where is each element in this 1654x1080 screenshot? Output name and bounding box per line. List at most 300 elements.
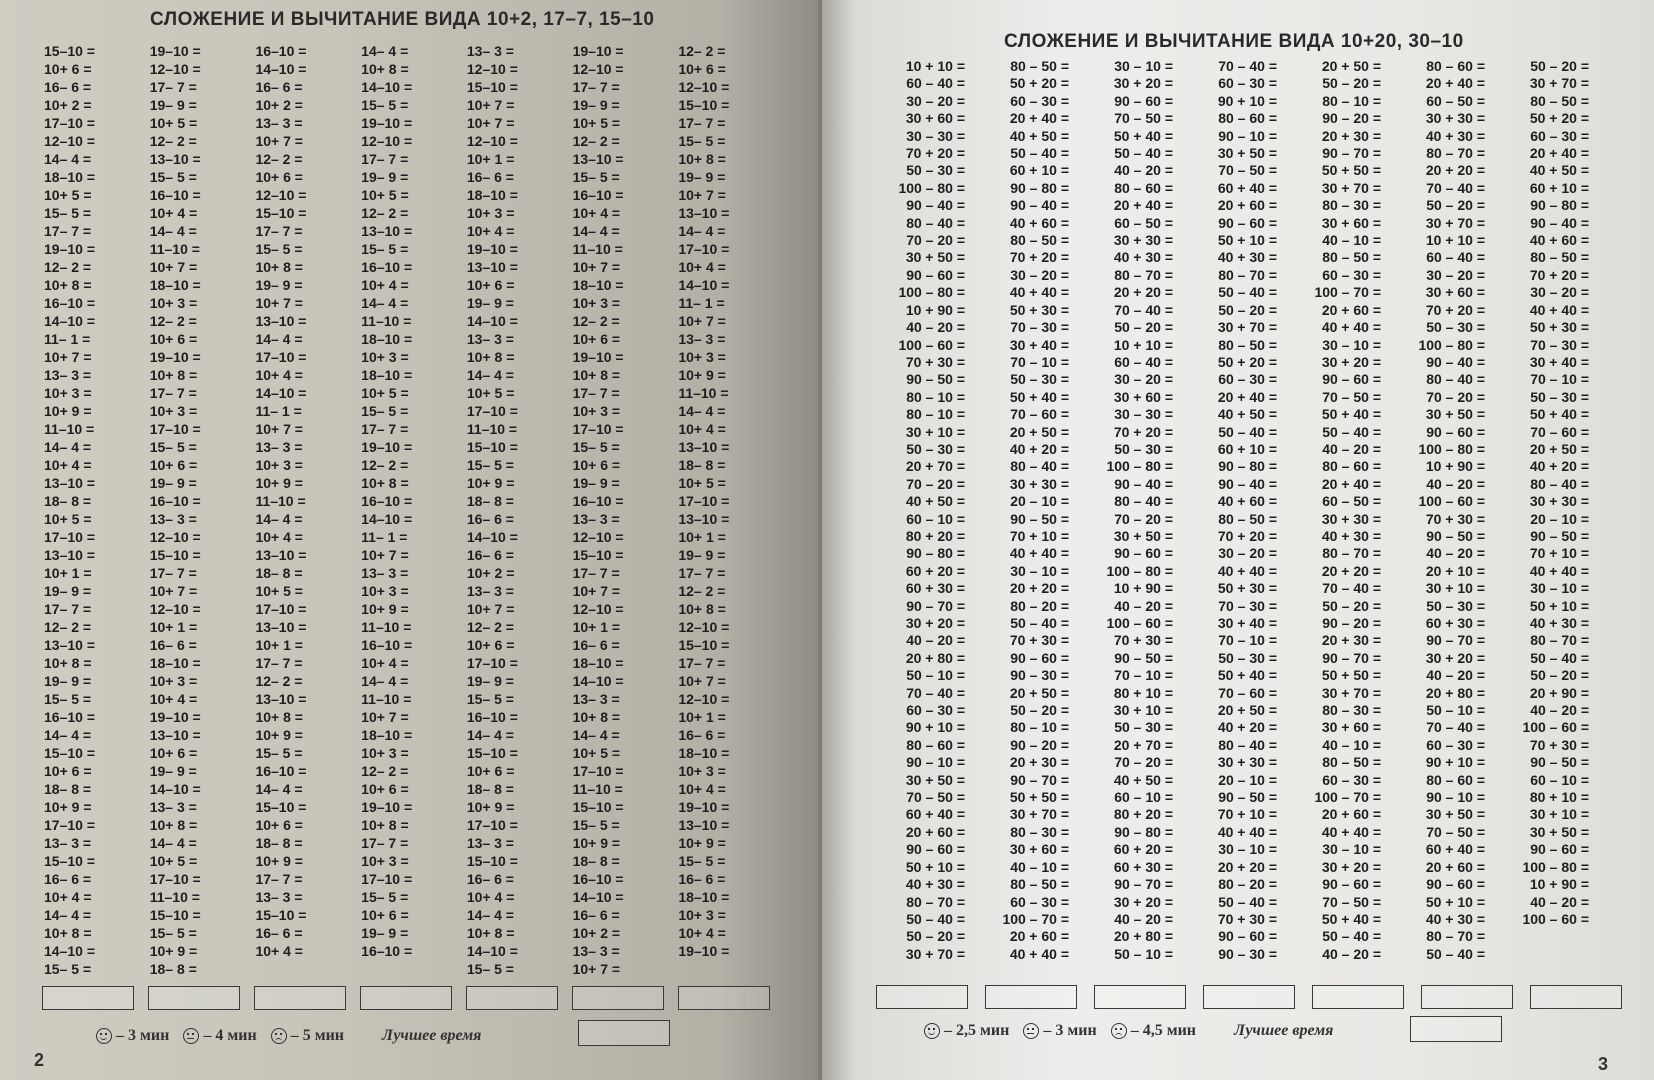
exercise: 12–10 = bbox=[149, 601, 201, 617]
exercise: 80 – 60 = bbox=[1114, 179, 1173, 196]
exercise: 15– 5 = bbox=[255, 745, 303, 761]
exercise: 90 – 10 = bbox=[1426, 789, 1485, 806]
exercise: 15–10 = bbox=[149, 907, 201, 923]
exercise: 14–10 = bbox=[149, 781, 201, 797]
exercise: 80 – 60 = bbox=[1426, 58, 1485, 74]
exercise: 70 + 20 = bbox=[1009, 249, 1069, 266]
exercise: 60 – 40 = bbox=[1426, 249, 1485, 266]
exercise: 90 – 40 = bbox=[906, 197, 965, 214]
exercise: 17–10 = bbox=[255, 349, 307, 365]
time-entry-box[interactable] bbox=[466, 986, 558, 1010]
exercise: 60 – 10 = bbox=[906, 510, 965, 527]
exercise: 16– 6 = bbox=[572, 637, 620, 653]
exercise: 40 + 60 = bbox=[1009, 214, 1069, 231]
exercise: 11–10 = bbox=[466, 421, 518, 437]
exercise: 13– 3 = bbox=[678, 331, 726, 347]
exercise: 15– 5 = bbox=[361, 97, 409, 113]
exercise: 70 – 20 = bbox=[1426, 388, 1485, 405]
exercise: 90 + 10 = bbox=[905, 719, 965, 736]
exercise: 30 + 50 = bbox=[1425, 806, 1485, 823]
exercise: 30 + 10 = bbox=[905, 423, 965, 440]
exercise: 13– 3 = bbox=[255, 115, 303, 131]
exercise: 20 – 10 = bbox=[1010, 493, 1069, 510]
exercise: 18–10 = bbox=[572, 277, 624, 293]
exercise: 17–10 = bbox=[572, 421, 624, 437]
exercise: 40 + 40 = bbox=[1321, 823, 1381, 840]
exercise: 19– 9 = bbox=[678, 169, 726, 185]
exercise: 50 – 20 = bbox=[1530, 667, 1589, 684]
exercise: 10+ 4 = bbox=[44, 457, 92, 473]
exercise: 12– 2 = bbox=[361, 763, 409, 779]
exercise: 17–10 = bbox=[44, 115, 95, 131]
exercise: 40 + 30 = bbox=[1321, 527, 1381, 544]
exercise: 20 + 40 = bbox=[1113, 197, 1173, 214]
exercise: 40 + 40 = bbox=[1009, 945, 1069, 962]
exercise: 10+ 6 = bbox=[361, 907, 409, 923]
exercise: 19– 9 = bbox=[678, 547, 726, 563]
exercise: 10+ 8 = bbox=[678, 601, 726, 617]
exercise: 10+ 7 = bbox=[572, 583, 621, 599]
exercise: 10+ 5 = bbox=[678, 475, 726, 491]
exercise: 17– 7 = bbox=[255, 871, 303, 887]
exercise: 15– 5 = bbox=[466, 691, 514, 707]
exercise: 15–10 = bbox=[678, 637, 730, 653]
exercise: 100 – 60 = bbox=[1418, 493, 1485, 510]
exercise: 15– 5 = bbox=[361, 241, 409, 257]
exercise: 60 + 10 = bbox=[1217, 440, 1277, 457]
exercise: 20 + 40 = bbox=[1529, 145, 1589, 162]
exercise: 30 + 60 = bbox=[1425, 284, 1485, 301]
time-entry-box[interactable] bbox=[1312, 985, 1404, 1009]
exercise: 70 – 60 = bbox=[1010, 406, 1069, 423]
exercise: 40 + 50 = bbox=[1009, 127, 1069, 144]
exercise: 19–10 = bbox=[466, 241, 518, 257]
exercise: 40 + 50 = bbox=[905, 493, 965, 510]
exercise: 90 – 40 = bbox=[1530, 214, 1589, 231]
exercise: 10+ 9 = bbox=[255, 853, 303, 869]
exercise: 11–10 = bbox=[149, 889, 200, 905]
exercise: 10+ 1 = bbox=[572, 619, 621, 635]
exercise: 50 – 40 = bbox=[1010, 615, 1069, 631]
exercise: 30 – 10 = bbox=[1218, 841, 1277, 858]
time-entry-box[interactable] bbox=[876, 985, 968, 1009]
exercise: 20 + 90 = bbox=[1529, 684, 1589, 701]
exercise: 10+ 6 = bbox=[466, 637, 515, 653]
exercise: 10+ 3 = bbox=[572, 295, 621, 311]
exercise: 10+ 9 = bbox=[678, 835, 726, 851]
exercise: 10+ 2 = bbox=[255, 97, 303, 113]
exercise: 90 – 70 = bbox=[1322, 649, 1381, 666]
exercise: 15– 5 = bbox=[149, 439, 197, 455]
left-page bbox=[0, 0, 818, 1080]
exercise: 40 – 20 = bbox=[1426, 667, 1485, 684]
exercise: 12– 2 = bbox=[44, 259, 92, 275]
exercise: 30 + 70 = bbox=[905, 945, 965, 962]
exercise: 19–10 = bbox=[149, 349, 201, 365]
time-entry-box[interactable] bbox=[148, 986, 240, 1010]
exercise: 30 + 40 = bbox=[1529, 353, 1589, 370]
exercise: 10+ 7 = bbox=[149, 583, 198, 599]
exercise: 100 – 60 = bbox=[1106, 615, 1173, 631]
exercise: 90 – 60 = bbox=[906, 266, 965, 283]
exercise: 80 – 10 = bbox=[906, 388, 965, 405]
exercise: 70 – 30 = bbox=[1218, 597, 1277, 614]
exercise: 30 – 10 = bbox=[1322, 336, 1381, 353]
exercise: 16–10 = bbox=[361, 943, 413, 959]
exercise: 16–10 = bbox=[255, 763, 307, 779]
exercise: 10+ 7 = bbox=[572, 961, 621, 977]
exercise: 19–10 = bbox=[44, 241, 95, 257]
exercise: 19– 9 = bbox=[44, 583, 92, 599]
exercise: 16– 6 = bbox=[44, 871, 92, 887]
exercise: 40 – 20 = bbox=[1426, 475, 1485, 492]
exercise: 30 + 20 = bbox=[1425, 649, 1485, 666]
exercise: 100 – 80 = bbox=[1522, 858, 1589, 875]
exercise: 13–10 = bbox=[149, 727, 201, 743]
exercise: 90 + 10 = bbox=[1217, 92, 1277, 109]
exercise: 80 – 70 = bbox=[906, 893, 965, 910]
exercise: 19–10 = bbox=[361, 439, 413, 455]
exercise: 14– 4 = bbox=[44, 727, 92, 743]
time-entry-box[interactable] bbox=[360, 986, 452, 1010]
exercise: 90 – 40 = bbox=[1010, 197, 1069, 214]
exercise: 20 – 10 = bbox=[1530, 510, 1589, 527]
exercise: 11– 1 = bbox=[255, 403, 302, 419]
exercise: 70 + 20 = bbox=[1113, 423, 1173, 440]
exercise: 15– 5 = bbox=[678, 133, 726, 149]
time-entry-box[interactable] bbox=[42, 986, 134, 1010]
exercise: 30 – 20 = bbox=[1114, 371, 1173, 388]
exercise: 40 + 40 = bbox=[1529, 301, 1589, 318]
exercise: 30 – 10 = bbox=[1322, 841, 1381, 858]
exercise: 17– 7 = bbox=[678, 565, 726, 581]
exercise: 17–10 = bbox=[149, 871, 201, 887]
exercise: 10+ 6 = bbox=[361, 781, 409, 797]
exercise: 100 – 80 = bbox=[1418, 336, 1485, 353]
exercise-column bbox=[1191, 58, 1295, 963]
exercise: 10+ 9 = bbox=[44, 799, 92, 815]
exercise: 16– 6 = bbox=[44, 79, 92, 95]
exercise: 13–10 = bbox=[255, 313, 307, 329]
exercise: 30 – 10 = bbox=[1530, 580, 1589, 597]
legend-time-slow: – 4,5 мин bbox=[1130, 1022, 1197, 1039]
exercise: 15–10 = bbox=[255, 799, 307, 815]
exercise: 14–10 = bbox=[572, 889, 624, 905]
exercise: 17– 7 = bbox=[572, 79, 620, 95]
exercise: 19– 9 = bbox=[572, 475, 620, 491]
exercise: 50 – 30 = bbox=[1218, 649, 1277, 666]
best-time-box[interactable] bbox=[1410, 1016, 1502, 1042]
exercise: 12–10 = bbox=[678, 79, 730, 95]
exercise: 15–10 = bbox=[678, 97, 730, 113]
exercise: 90 – 50 = bbox=[1218, 789, 1277, 806]
exercise: 30 – 20 = bbox=[906, 92, 965, 109]
exercise: 50 – 20 = bbox=[906, 928, 965, 945]
exercise: 50 – 30 = bbox=[906, 162, 965, 179]
exercise: 10+ 6 = bbox=[572, 331, 621, 347]
exercise: 10+ 9 = bbox=[44, 403, 92, 419]
exercise: 40 – 20 = bbox=[1322, 440, 1381, 457]
exercise: 16–10 = bbox=[149, 493, 201, 509]
exercise: 80 – 70 = bbox=[1114, 266, 1173, 283]
exercise: 20 + 80 = bbox=[1113, 928, 1173, 945]
exercise: 10+ 6 = bbox=[149, 457, 198, 473]
exercise: 50 – 40 = bbox=[1218, 284, 1277, 301]
exercise: 15–10 = bbox=[255, 205, 307, 221]
exercise: 10+ 4 = bbox=[255, 943, 303, 959]
exercise: 50 + 30 = bbox=[1009, 301, 1069, 318]
right-page-title: СЛОЖЕНИЕ И ВЫЧИТАНИЕ ВИДА 10+20, 30–10 bbox=[1004, 31, 1464, 52]
exercise: 19– 9 = bbox=[466, 295, 514, 311]
exercise: 100 – 60 = bbox=[1522, 719, 1589, 736]
exercise: 80 – 40 = bbox=[1530, 475, 1589, 492]
exercise: 10+ 4 = bbox=[255, 529, 303, 545]
exercise: 10+ 4 = bbox=[361, 655, 409, 671]
exercise: 12– 2 = bbox=[466, 619, 514, 635]
exercise: 90 – 50 = bbox=[1530, 754, 1589, 771]
exercise: 19–10 = bbox=[361, 115, 413, 131]
exercise: 20 + 60 = bbox=[905, 823, 965, 840]
exercise: 80 – 50 = bbox=[1218, 336, 1277, 353]
exercise: 19– 9 = bbox=[572, 97, 620, 113]
exercise: 30 + 30 = bbox=[1009, 475, 1069, 492]
exercise: 13– 3 = bbox=[466, 331, 514, 347]
exercise: 10+ 6 = bbox=[44, 763, 92, 779]
exercise: 11–10 = bbox=[572, 781, 623, 797]
exercise: 60 – 30 = bbox=[1010, 92, 1069, 109]
exercise: 50 – 10 = bbox=[906, 667, 965, 684]
exercise: 10+ 4 = bbox=[255, 367, 303, 383]
exercise: 13–10 = bbox=[678, 205, 730, 221]
best-time-box[interactable] bbox=[578, 1020, 670, 1046]
best-time-label: Лучшее время bbox=[382, 1027, 482, 1044]
exercise: 14– 4 = bbox=[149, 223, 197, 239]
exercise: 10+ 6 = bbox=[149, 745, 198, 761]
exercise: 70 + 10 = bbox=[1529, 545, 1589, 562]
exercise: 70 – 40 = bbox=[1218, 58, 1277, 74]
exercise: 10+ 4 = bbox=[678, 781, 726, 797]
exercise: 20 + 30 = bbox=[1009, 754, 1069, 771]
exercise: 10+ 8 = bbox=[361, 475, 409, 491]
exercise: 40 + 40 = bbox=[1529, 562, 1589, 579]
exercise: 10+ 1 = bbox=[149, 619, 198, 635]
exercise-column bbox=[150, 42, 256, 978]
exercise: 30 + 20 = bbox=[1321, 858, 1381, 875]
exercise: 14–10 = bbox=[255, 61, 307, 77]
exercise: 80 – 60 = bbox=[1218, 110, 1277, 127]
exercise: 30 + 30 = bbox=[1321, 510, 1381, 527]
exercise: 16– 6 = bbox=[678, 871, 726, 887]
exercise: 15–10 = bbox=[149, 547, 201, 563]
exercise: 90 – 70 = bbox=[1426, 632, 1485, 649]
exercise-column bbox=[678, 42, 784, 978]
exercise: 50 – 40 = bbox=[906, 910, 965, 927]
exercise: 16–10 = bbox=[44, 709, 95, 725]
exercise: 80 – 40 = bbox=[906, 214, 965, 231]
exercise: 15– 5 = bbox=[678, 853, 726, 869]
exercise: 13– 3 = bbox=[466, 583, 514, 599]
exercise: 15–10 = bbox=[572, 799, 624, 815]
time-entry-box[interactable] bbox=[678, 986, 770, 1010]
exercise: 80 – 10 = bbox=[906, 406, 965, 423]
exercise: 80 + 20 = bbox=[905, 527, 965, 544]
exercise: 19– 9 = bbox=[466, 673, 514, 689]
exercise: 40 + 40 = bbox=[1217, 823, 1277, 840]
exercise: 17–10 = bbox=[678, 241, 730, 257]
exercise: 18–10 = bbox=[361, 367, 413, 383]
exercise: 80 – 50 = bbox=[1010, 232, 1069, 249]
exercise: 16– 6 = bbox=[572, 907, 620, 923]
exercise: 10+ 9 = bbox=[149, 943, 198, 959]
exercise: 10+ 9 = bbox=[466, 799, 515, 815]
exercise: 10+ 8 = bbox=[572, 367, 621, 383]
exercise: 10+ 4 = bbox=[678, 925, 726, 941]
exercise: 50 + 40 = bbox=[1321, 406, 1381, 423]
exercise: 19– 9 = bbox=[255, 277, 303, 293]
exercise: 90 – 50 = bbox=[1010, 510, 1069, 527]
exercise: 50 – 40 = bbox=[1530, 649, 1589, 666]
exercise: 18– 8 = bbox=[255, 565, 303, 581]
time-entry-box[interactable] bbox=[254, 986, 346, 1010]
exercise: 18–10 = bbox=[44, 169, 95, 185]
exercise: 10+ 8 = bbox=[466, 925, 515, 941]
exercise: 17–10 = bbox=[572, 763, 624, 779]
exercise: 14– 4 = bbox=[466, 907, 514, 923]
exercise: 40 + 30 = bbox=[1113, 249, 1173, 266]
exercise: 90 – 70 = bbox=[1114, 876, 1173, 893]
exercise: 70 – 10 = bbox=[1530, 371, 1589, 388]
exercise: 30 – 20 = bbox=[1218, 545, 1277, 562]
exercise: 40 – 10 = bbox=[1322, 232, 1381, 249]
exercise: 10+ 4 = bbox=[149, 691, 198, 707]
exercise: 15– 5 = bbox=[572, 817, 620, 833]
exercise: 90 – 10 = bbox=[1218, 127, 1277, 144]
exercise: 90 – 50 = bbox=[1114, 649, 1173, 666]
exercise: 50 + 50 = bbox=[1321, 162, 1381, 179]
exercise: 11–10 = bbox=[361, 313, 412, 329]
exercise: 100 – 80 = bbox=[898, 284, 965, 301]
exercise: 70 – 50 = bbox=[906, 789, 965, 806]
exercise: 50 + 30 = bbox=[1217, 580, 1277, 597]
exercise: 50 + 40 = bbox=[1217, 667, 1277, 684]
exercise: 100 – 80 = bbox=[898, 179, 965, 196]
exercise: 10+ 6 = bbox=[466, 277, 515, 293]
exercise: 14–10 = bbox=[678, 277, 730, 293]
exercise: 40 + 20 = bbox=[1009, 440, 1069, 457]
exercise: 80 – 30 = bbox=[1322, 197, 1381, 214]
exercise: 90 – 60 = bbox=[1426, 423, 1485, 440]
time-entry-box[interactable] bbox=[1203, 985, 1295, 1009]
exercise: 70 – 20 = bbox=[906, 232, 965, 249]
exercise: 40 + 30 = bbox=[1217, 249, 1277, 266]
exercise: 16–10 = bbox=[572, 493, 624, 509]
exercise: 40 – 20 = bbox=[1114, 597, 1173, 614]
exercise: 15– 5 = bbox=[466, 457, 514, 473]
exercise: 70 – 20 = bbox=[1114, 754, 1173, 771]
exercise: 10+ 7 = bbox=[255, 421, 303, 437]
exercise: 80 – 50 = bbox=[1010, 58, 1069, 74]
time-entry-box[interactable] bbox=[1530, 985, 1622, 1009]
exercise: 10+ 7 = bbox=[466, 97, 515, 113]
exercise: 17– 7 = bbox=[149, 79, 197, 95]
exercise: 50 – 10 = bbox=[1426, 702, 1485, 719]
exercise: 14–10 = bbox=[44, 313, 95, 329]
exercise: 40 – 10 = bbox=[1010, 858, 1069, 875]
exercise: 80 – 10 = bbox=[1322, 92, 1381, 109]
time-entry-box[interactable] bbox=[1094, 985, 1186, 1009]
right-answer-time-boxes bbox=[876, 985, 1639, 1009]
exercise: 70 – 40 = bbox=[1426, 719, 1485, 736]
exercise: 13– 3 = bbox=[361, 565, 409, 581]
exercise: 15– 5 = bbox=[149, 169, 197, 185]
exercise: 10+ 8 = bbox=[361, 817, 409, 833]
exercise: 80 – 50 = bbox=[1010, 876, 1069, 893]
exercise: 90 + 10 = bbox=[1425, 754, 1485, 771]
exercise: 10+ 7 = bbox=[572, 259, 621, 275]
time-entry-box[interactable] bbox=[1421, 985, 1513, 1009]
exercise: 18– 8 = bbox=[44, 781, 92, 797]
exercise: 20 – 10 = bbox=[1218, 771, 1277, 788]
exercise: 15–10 = bbox=[44, 853, 95, 869]
exercise: 70 – 40 = bbox=[1114, 301, 1173, 318]
exercise: 13– 3 = bbox=[466, 43, 514, 59]
exercise: 90 – 60 = bbox=[1530, 841, 1589, 858]
sad-face-icon bbox=[271, 1028, 287, 1044]
exercise: 10+ 5 = bbox=[466, 385, 515, 401]
exercise: 80 – 60 = bbox=[1322, 458, 1381, 475]
exercise: 10+ 4 = bbox=[44, 889, 92, 905]
exercise: 13–10 = bbox=[44, 475, 95, 491]
exercise: 14– 4 = bbox=[255, 331, 303, 347]
exercise: 50 – 30 = bbox=[1010, 371, 1069, 388]
exercise: 30 – 10 = bbox=[1114, 58, 1173, 74]
exercise: 10+ 8 = bbox=[466, 349, 515, 365]
exercise: 90 – 30 = bbox=[1010, 667, 1069, 684]
time-entry-box[interactable] bbox=[985, 985, 1077, 1009]
exercise: 14– 4 = bbox=[572, 727, 620, 743]
exercise: 20 + 20 = bbox=[1425, 162, 1485, 179]
exercise: 10+ 6 = bbox=[466, 763, 515, 779]
exercise: 12– 2 = bbox=[149, 133, 197, 149]
exercise: 10+ 8 = bbox=[572, 709, 621, 725]
exercise: 18–10 = bbox=[361, 331, 413, 347]
exercise: 12–10 = bbox=[572, 61, 624, 77]
exercise-column bbox=[983, 58, 1087, 963]
exercise: 10+ 8 = bbox=[255, 709, 303, 725]
exercise: 10+ 5 = bbox=[361, 385, 409, 401]
exercise: 17– 7 = bbox=[361, 151, 409, 167]
exercise: 90 – 50 = bbox=[1530, 527, 1589, 544]
time-entry-box[interactable] bbox=[572, 986, 664, 1010]
exercise: 14–10 = bbox=[44, 943, 95, 959]
right-time-legend bbox=[920, 1022, 1333, 1040]
exercise: 50 – 20 = bbox=[1426, 197, 1485, 214]
exercise: 70 + 20 = bbox=[905, 145, 965, 162]
exercise: 90 – 60 = bbox=[1114, 92, 1173, 109]
exercise: 16–10 = bbox=[361, 493, 413, 509]
exercise: 60 – 30 = bbox=[1322, 771, 1381, 788]
exercise: 40 – 20 = bbox=[1530, 702, 1589, 719]
exercise: 15– 5 = bbox=[255, 241, 303, 257]
exercise: 90 – 30 = bbox=[1218, 945, 1277, 962]
exercise: 100 – 80 = bbox=[1418, 440, 1485, 457]
exercise: 10+ 9 = bbox=[255, 727, 303, 743]
exercise: 50 + 20 = bbox=[1217, 353, 1277, 370]
exercise: 10+ 2 = bbox=[572, 925, 621, 941]
exercise: 90 – 50 = bbox=[1426, 527, 1485, 544]
exercise: 90 – 70 = bbox=[1322, 145, 1381, 162]
exercise: 60 – 40 = bbox=[1114, 353, 1173, 370]
